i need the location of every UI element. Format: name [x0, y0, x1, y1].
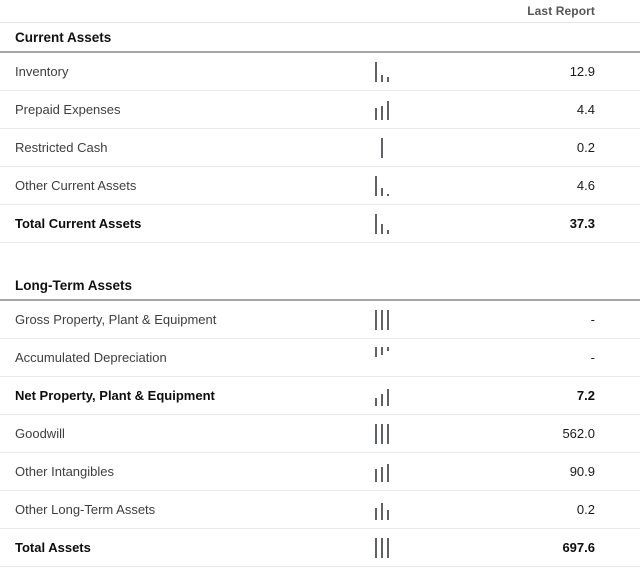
- sparkline-bar: [375, 424, 377, 444]
- table-row: [0, 205, 640, 243]
- row-value: 7.2: [576, 388, 595, 403]
- sparkline-bar: [387, 389, 389, 406]
- sparkline-bar: [387, 194, 389, 196]
- row-value: 12.9: [569, 64, 595, 79]
- sparkline-bar: [375, 108, 377, 120]
- table-row: [0, 91, 640, 129]
- row-label: Prepaid Expenses: [15, 102, 121, 117]
- section-rows: [0, 301, 640, 567]
- row-label: Net Property, Plant & Equipment: [15, 388, 215, 403]
- row-label: Restricted Cash: [15, 140, 108, 155]
- table-body: [0, 23, 640, 567]
- sparkline-bar: [375, 176, 377, 196]
- section-title: Current Assets: [0, 23, 640, 53]
- sparkline-bar: [387, 347, 389, 351]
- row-value: 697.6: [562, 540, 595, 555]
- sparkline-chart-icon: [375, 213, 399, 234]
- table-row: [0, 377, 640, 415]
- sparkline-bar: [375, 310, 377, 330]
- sparkline-bar: [375, 538, 377, 558]
- sparkline-bar: [387, 230, 389, 234]
- row-label: Total Current Assets: [15, 216, 142, 231]
- row-value: 90.9: [569, 464, 595, 479]
- column-header-row: [0, 0, 640, 23]
- row-label: Gross Property, Plant & Equipment: [15, 312, 217, 327]
- sparkline-chart-icon: [375, 461, 399, 482]
- section-rows: [0, 53, 640, 243]
- sparkline-bar: [387, 77, 389, 82]
- sparkline-bar: [387, 310, 389, 330]
- sparkline-bar: [375, 214, 377, 234]
- table-row: [0, 415, 640, 453]
- row-label: Other Intangibles: [15, 464, 115, 479]
- table-row: [0, 129, 640, 167]
- sparkline-bar: [381, 347, 383, 355]
- table-section: [0, 23, 640, 243]
- sparkline-bar: [375, 508, 377, 520]
- row-value: 37.3: [569, 216, 595, 231]
- table-row: [0, 453, 640, 491]
- section-title: Long-Term Assets: [0, 271, 640, 301]
- sparkline-bar: [381, 424, 383, 444]
- sparkline-bar: [381, 310, 383, 330]
- row-value: -: [590, 350, 595, 365]
- row-value: 0.2: [576, 502, 595, 517]
- sparkline-bar: [381, 467, 383, 482]
- sparkline-bar: [387, 510, 389, 520]
- row-value: -: [590, 312, 595, 327]
- sparkline-bar: [375, 62, 377, 82]
- sparkline-bar: [387, 101, 389, 120]
- sparkline-chart-icon: [375, 347, 399, 368]
- row-value: 562.0: [562, 426, 595, 441]
- row-value: 0.2: [576, 140, 595, 155]
- sparkline-chart-icon: [375, 175, 399, 196]
- sparkline-bar: [381, 106, 383, 120]
- row-label: Inventory: [15, 64, 69, 79]
- sparkline-bar: [387, 464, 389, 482]
- table-row: [0, 167, 640, 205]
- table-row: [0, 529, 640, 567]
- sparkline-bar: [375, 469, 377, 482]
- sparkline-bar: [375, 347, 377, 357]
- sparkline-bar: [381, 538, 383, 558]
- sparkline-bar: [387, 424, 389, 444]
- sparkline-bar: [381, 138, 383, 158]
- sparkline-bar: [381, 75, 383, 82]
- table-row: [0, 491, 640, 529]
- sparkline-bar: [381, 503, 383, 520]
- table-row: [0, 339, 640, 377]
- sparkline-chart-icon: [375, 309, 399, 330]
- row-label: Accumulated Depreciation: [15, 350, 167, 365]
- sparkline-bar: [375, 398, 377, 406]
- sparkline-bar: [381, 224, 383, 234]
- sparkline-chart-icon: [375, 99, 399, 120]
- row-label: Other Long-Term Assets: [15, 502, 156, 517]
- table-section: [0, 271, 640, 567]
- row-value: 4.4: [576, 102, 595, 117]
- table-row: [0, 301, 640, 339]
- table-row: [0, 53, 640, 91]
- sparkline-chart-icon: [375, 385, 399, 406]
- sparkline-bar: [381, 394, 383, 406]
- row-label: Other Current Assets: [15, 178, 137, 193]
- last-report-column-header: Last Report: [527, 4, 595, 18]
- sparkline-bar: [387, 538, 389, 558]
- row-value: 4.6: [576, 178, 595, 193]
- sparkline-chart-icon: [375, 423, 399, 444]
- sparkline-chart-icon: [375, 537, 399, 558]
- sparkline-bar: [381, 188, 383, 196]
- row-label: Total Assets: [15, 540, 91, 555]
- sparkline-chart-icon: [375, 137, 399, 158]
- sparkline-chart-icon: [375, 61, 399, 82]
- sparkline-chart-icon: [375, 499, 399, 520]
- row-label: Goodwill: [15, 426, 65, 441]
